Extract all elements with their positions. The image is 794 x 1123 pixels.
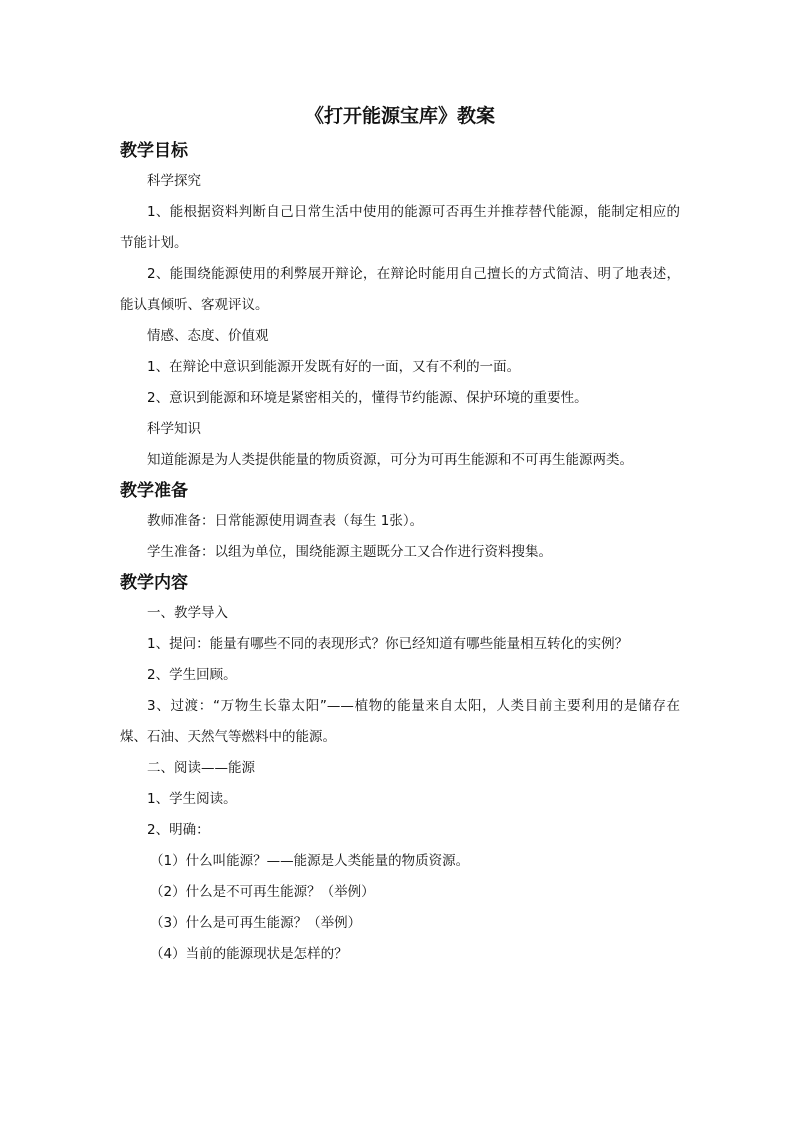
section-heading: 教学目标 <box>120 141 188 161</box>
paragraph: 学生准备：以组为单位，围绕能源主题既分工又合作进行资料搜集。 <box>147 544 552 560</box>
paragraph: 一、教学导入 <box>147 605 228 621</box>
paragraph: 教师准备：日常能源使用调查表（每生 1张）。 <box>147 513 424 529</box>
paragraph: （3）什么是可再生能源？（举例） <box>150 915 362 931</box>
paragraph: （1）什么叫能源？——能源是人类能量的物质资源。 <box>150 853 470 869</box>
paragraph: 情感、态度、价值观 <box>147 328 269 344</box>
paragraph: 2、能围绕能源使用的利弊展开辩论，在辩论时能用自己擅长的方式简洁、明了地表述，能认真倾听、客观评议。 <box>120 266 680 313</box>
paragraph: 2、明确： <box>147 822 210 838</box>
paragraph: 1、在辩论中意识到能源开发既有好的一面，又有不利的一面。 <box>147 359 521 375</box>
paragraph: 3、过渡：“万物生长靠太阳”——植物的能量来自太阳，人类目前主要利用的是储存在煤、石油、天然气等燃料中的能源。 <box>120 698 680 745</box>
paragraph: 科学知识 <box>147 421 201 437</box>
paragraph: 二、阅读——能源 <box>147 760 255 776</box>
paragraph: 2、意识到能源和环境是紧密相关的，懂得节约能源、保护环境的重要性。 <box>147 390 588 406</box>
section-teaching-content <box>120 568 680 970</box>
page-title: 《打开能源宝库》教案 <box>304 105 495 127</box>
section-heading: 教学准备 <box>120 481 188 501</box>
paragraph: 1、学生阅读。 <box>147 791 237 807</box>
paragraph: 1、能根据资料判断自己日常生活中使用的能源可否再生并推荐替代能源，能制定相应的节能计划。 <box>120 204 680 251</box>
document-page <box>120 100 680 970</box>
paragraph: （2）什么是不可再生能源？（举例） <box>150 884 375 900</box>
section-teaching-preparation <box>120 476 680 568</box>
paragraph: 1、提问：能量有哪些不同的表现形式？你已经知道有哪些能量相互转化的实例？ <box>147 636 629 652</box>
paragraph: 知道能源是为人类提供能量的物质资源，可分为可再生能源和不可再生能源两类。 <box>147 452 633 468</box>
section-heading: 教学内容 <box>120 573 188 593</box>
section-teaching-objectives <box>120 136 680 476</box>
paragraph: 科学探究 <box>147 173 201 189</box>
paragraph: （4）当前的能源现状是怎样的？ <box>150 946 348 962</box>
paragraph: 2、学生回顾。 <box>147 667 237 683</box>
